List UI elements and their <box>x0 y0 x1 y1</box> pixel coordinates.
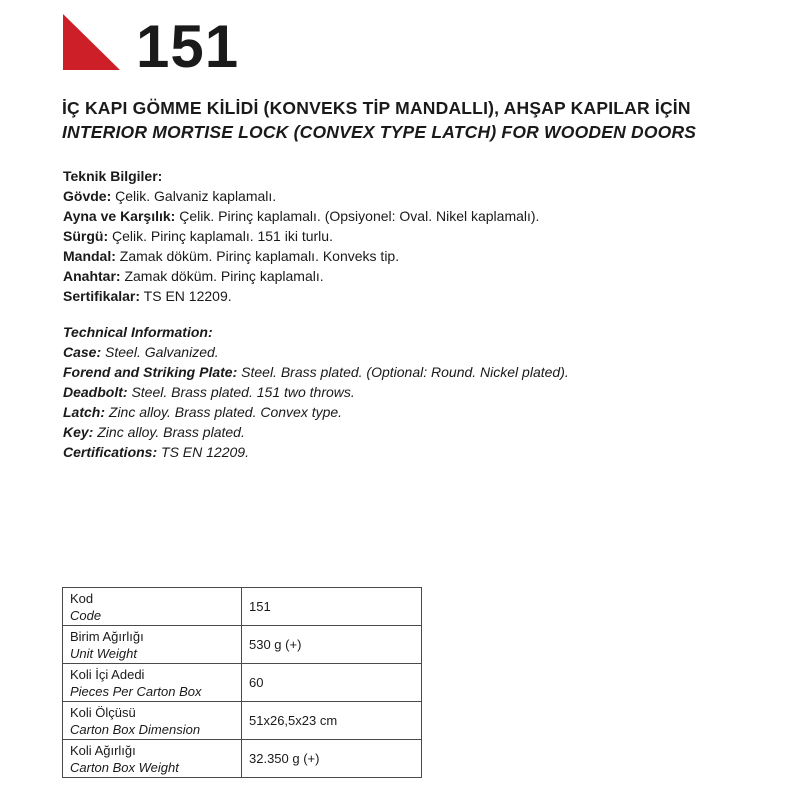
spec-value: Zinc alloy. Brass plated. <box>93 424 245 440</box>
spec-value: Zamak döküm. Pirinç kaplamalı. <box>120 268 324 284</box>
spec-key: Key: <box>63 424 94 440</box>
spec-key: Deadbolt: <box>63 384 128 400</box>
technical-specs-en <box>63 322 569 462</box>
spec-line <box>63 206 539 226</box>
spec-key: Gövde: <box>63 188 112 204</box>
table-label-cell <box>63 664 242 702</box>
spec-value: Steel. Brass plated. 151 two throws. <box>127 384 355 400</box>
spec-key: Ayna ve Karşılık: <box>63 208 176 224</box>
label-en: Unit Weight <box>70 645 137 661</box>
spec-value: Zamak döküm. Pirinç kaplamalı. Konveks tip. <box>115 248 400 264</box>
spec-key: Anahtar: <box>63 268 121 284</box>
spec-line <box>63 422 569 442</box>
spec-line <box>63 382 569 402</box>
spec-key: Case: <box>63 344 102 360</box>
table-value-cell: 51x26,5x23 cm <box>242 702 422 740</box>
spec-line <box>63 402 569 422</box>
table-row <box>63 664 422 702</box>
spec-key: Sürgü: <box>63 228 109 244</box>
label-en: Code <box>70 607 102 623</box>
spec-line <box>63 246 539 266</box>
red-triangle-logo <box>63 14 120 70</box>
label-en: Carton Box Weight <box>70 759 179 775</box>
table-label-cell <box>63 626 242 664</box>
spec-value: TS EN 12209. <box>157 444 249 460</box>
spec-key: Sertifikalar: <box>63 288 141 304</box>
label-tr: Koli Ölçüsü <box>70 704 136 720</box>
spec-key: Mandal: <box>63 248 116 264</box>
spec-value: Zinc alloy. Brass plated. Convex type. <box>105 404 343 420</box>
table-value-cell: 60 <box>242 664 422 702</box>
label-en: Carton Box Dimension <box>70 721 201 737</box>
product-number: 151 <box>136 13 240 80</box>
table-row <box>63 588 422 626</box>
table-value-cell: 530 g (+) <box>242 626 422 664</box>
technical-specs-tr <box>63 166 539 306</box>
table-row <box>63 626 422 664</box>
table-value-cell: 151 <box>242 588 422 626</box>
spec-line <box>63 286 539 306</box>
spec-line <box>63 342 569 362</box>
spec-value: Çelik. Galvaniz kaplamalı. <box>111 188 277 204</box>
table-row <box>63 740 422 778</box>
spec-line <box>63 442 569 462</box>
spec-line <box>63 266 539 286</box>
product-title-en: INTERIOR MORTISE LOCK (CONVEX TYPE LATCH) FOR WOODEN DOORS <box>62 122 697 142</box>
spec-value: TS EN 12209. <box>140 288 232 304</box>
spec-key: Latch: <box>63 404 105 420</box>
spec-value: Çelik. Pirinç kaplamalı. (Opsiyonel: Oval. Nikel kaplamalı). <box>175 208 540 224</box>
table-row <box>63 702 422 740</box>
label-tr: Koli Ağırlığı <box>70 742 136 758</box>
spec-key: Certifications: <box>63 444 158 460</box>
table-value-cell: 32.350 g (+) <box>242 740 422 778</box>
label-en: Pieces Per Carton Box <box>70 683 202 699</box>
label-tr: Kod <box>70 590 94 606</box>
table-label-cell <box>63 588 242 626</box>
specs-heading-en: Technical Information: <box>63 324 213 340</box>
spec-value: Steel. Galvanized. <box>101 344 219 360</box>
spec-value: Steel. Brass plated. (Optional: Round. Nickel plated). <box>237 364 569 380</box>
spec-line <box>63 226 539 246</box>
spec-line <box>63 362 569 382</box>
product-data-table <box>62 587 422 778</box>
table-label-cell <box>63 740 242 778</box>
spec-key: Forend and Striking Plate: <box>63 364 238 380</box>
spec-value: Çelik. Pirinç kaplamalı. 151 iki turlu. <box>108 228 333 244</box>
table-label-cell <box>63 702 242 740</box>
red-triangle-shape <box>63 14 120 70</box>
product-title-tr: İÇ KAPI GÖMME KİLİDİ (KONVEKS TİP MANDALLI), AHŞAP KAPILAR İÇİN <box>62 98 691 118</box>
label-tr: Koli İçi Adedi <box>70 666 145 682</box>
label-tr: Birim Ağırlığı <box>70 628 144 644</box>
specs-heading-tr: Teknik Bilgiler: <box>63 168 163 184</box>
spec-line <box>63 186 539 206</box>
